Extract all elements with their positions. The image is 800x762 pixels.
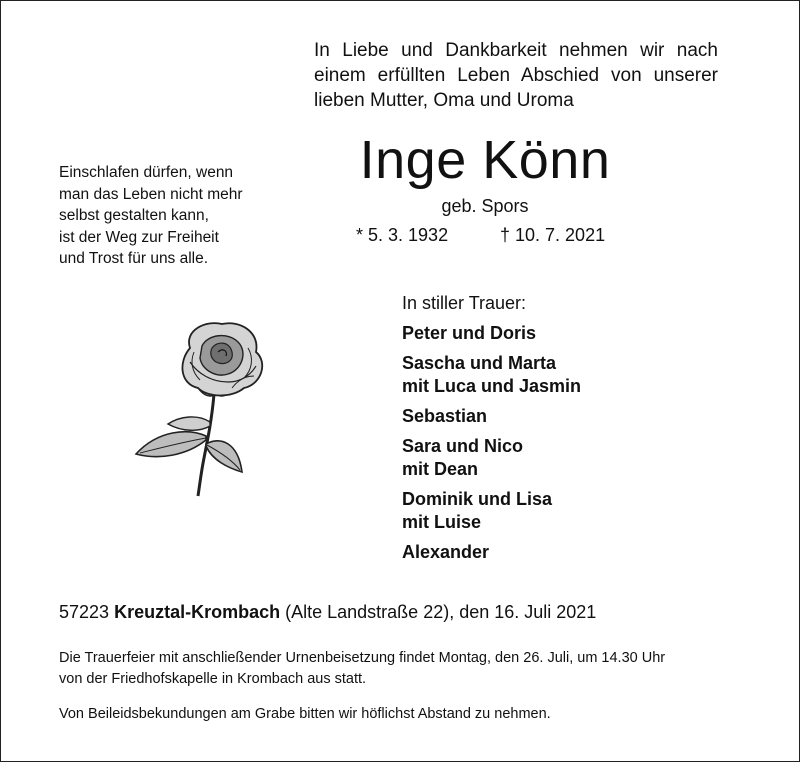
intro-text <box>314 38 718 113</box>
intro-line: lieben Mutter, Oma und Uroma <box>314 90 574 111</box>
mourner-name: Peter und Doris <box>402 323 537 343</box>
intro-line: In Liebe und Dankbarkeit nehmen wir nach <box>314 40 718 61</box>
death-date: † 10. 7. 2021 <box>500 225 606 245</box>
mourners-list <box>402 292 722 571</box>
condolence-note: Von Beileidsbekundungen am Grabe bitten wir höflichst Abstand zu nehmen. <box>59 706 551 722</box>
town: Kreuztal-Krombach <box>114 602 281 622</box>
motto-line: ist der Weg zur Freiheit <box>59 228 219 246</box>
place-and-date <box>59 600 596 624</box>
mourner-name: Dominik und Lisa <box>402 489 553 509</box>
mourner-name: mit Luca und Jasmin <box>402 376 582 396</box>
mourner-group <box>402 352 722 398</box>
address-and-date: (Alte Landstraße 22), den 16. Juli 2021 <box>285 602 597 622</box>
motto-verse <box>59 162 289 270</box>
maiden-name: geb. Spors <box>441 196 529 216</box>
intro-line: einem erfüllten Leben Abschied von unserer <box>314 65 718 86</box>
mourner-group <box>402 488 722 534</box>
ceremony-line: Die Trauerfeier mit anschließender Urnenbeisetzung findet Montag, den 26. Juli, um 14.30 Uhr <box>59 650 666 666</box>
mourner-name: mit Luise <box>402 512 482 532</box>
mourner-name: Sebastian <box>402 406 488 426</box>
mourner-name: Sascha und Marta <box>402 353 557 373</box>
mourner-group <box>402 322 722 345</box>
ceremony-info <box>59 648 759 690</box>
birth-date: * 5. 3. 1932 <box>356 225 449 245</box>
mourner-group <box>402 541 722 564</box>
motto-line: selbst gestalten kann, <box>59 207 209 224</box>
postcode: 57223 <box>59 602 110 622</box>
ceremony-line: von der Friedhofskapelle in Krombach aus statt. <box>59 671 367 687</box>
mourner-group <box>402 405 722 428</box>
motto-line: man das Leben nicht mehr <box>59 185 243 203</box>
rose-icon <box>128 318 278 498</box>
mourner-group <box>402 435 722 481</box>
deceased-name: Inge Könn <box>359 130 611 190</box>
mourner-name: Sara und Nico <box>402 436 524 456</box>
motto-line: Einschlafen dürfen, wenn <box>59 164 234 181</box>
motto-line: und Trost für uns alle. <box>59 250 209 267</box>
mourner-name: mit Dean <box>402 459 479 479</box>
mourners-heading: In stiller Trauer: <box>402 293 527 313</box>
mourner-name: Alexander <box>402 542 490 562</box>
